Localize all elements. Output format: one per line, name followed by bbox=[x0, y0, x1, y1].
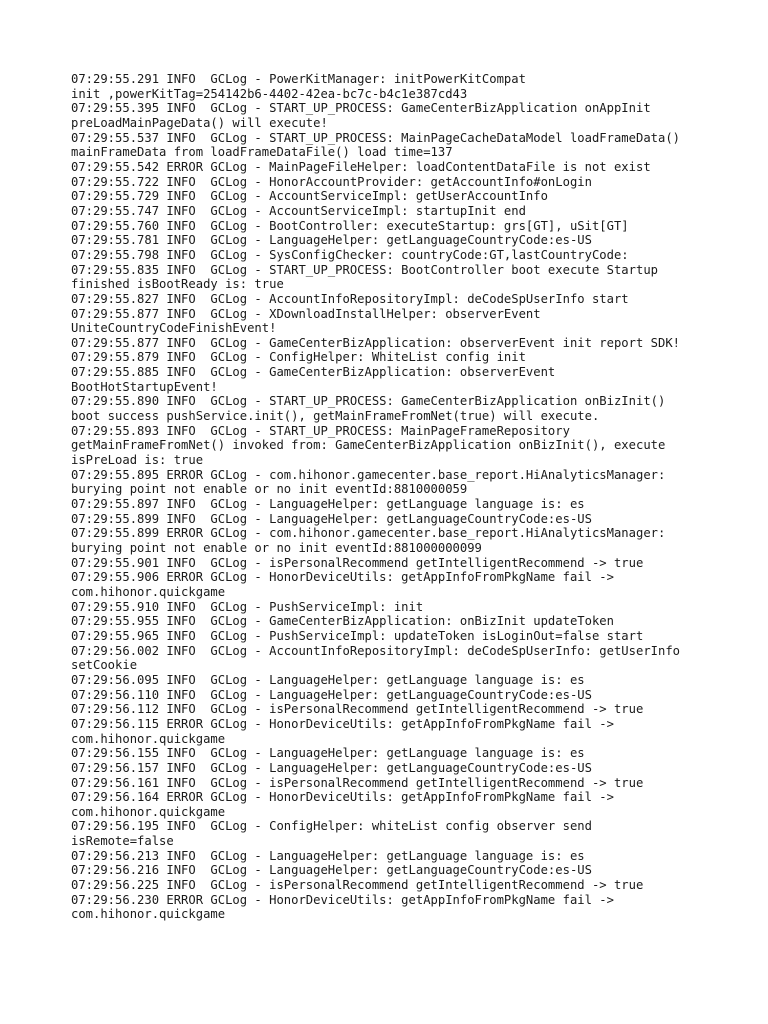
log-line: com.hihonor.quickgame bbox=[71, 804, 226, 819]
log-line: 07:29:55.760 INFO GCLog - BootController: executeStartup: grs[GT], uSit[GT] bbox=[71, 218, 629, 233]
log-line: com.hihonor.quickgame bbox=[71, 731, 226, 746]
log-line: 07:29:55.291 INFO GCLog - PowerKitManager: initPowerKitCompat bbox=[71, 72, 526, 86]
log-line: 07:29:55.781 INFO GCLog - LanguageHelper: getLanguageCountryCode:es-US bbox=[71, 233, 592, 248]
log-line: 07:29:56.216 INFO GCLog - LanguageHelper: getLanguageCountryCode:es-US bbox=[71, 863, 592, 878]
log-line: mainFrameData from loadFrameDataFile() load time=137 bbox=[71, 145, 453, 160]
log-line: 07:29:55.537 INFO GCLog - START_UP_PROCESS: MainPageCacheDataModel loadFrameData() bbox=[71, 130, 681, 145]
log-line: setCookie bbox=[71, 658, 138, 673]
log-line: 07:29:55.729 INFO GCLog - AccountServiceImpl: getUserAccountInfo bbox=[71, 189, 548, 204]
log-line: 07:29:56.213 INFO GCLog - LanguageHelper: getLanguage language is: es bbox=[71, 848, 585, 863]
log-line: 07:29:55.885 INFO GCLog - GameCenterBizApplication: observerEvent bbox=[71, 365, 556, 380]
log-line: 07:29:56.115 ERROR GCLog - HonorDeviceUtils: getAppInfoFromPkgName fail -> bbox=[71, 716, 614, 731]
log-line: 07:29:55.395 INFO GCLog - START_UP_PROCESS: GameCenterBizApplication onAppInit bbox=[71, 101, 651, 116]
log-line: 07:29:55.897 INFO GCLog - LanguageHelper: getLanguage language is: es bbox=[71, 497, 585, 512]
log-line: 07:29:55.890 INFO GCLog - START_UP_PROCESS: GameCenterBizApplication onBizInit() bbox=[71, 394, 666, 409]
log-line: 07:29:55.893 INFO GCLog - START_UP_PROCESS: MainPageFrameRepository bbox=[71, 423, 570, 438]
log-line: 07:29:55.879 INFO GCLog - ConfigHelper: WhiteList config init bbox=[71, 350, 526, 365]
log-line: 07:29:56.164 ERROR GCLog - HonorDeviceUtils: getAppInfoFromPkgName fail -> bbox=[71, 790, 614, 805]
log-line: 07:29:55.722 INFO GCLog - HonorAccountProvider: getAccountInfo#onLogin bbox=[71, 174, 592, 189]
log-line: 07:29:55.910 INFO GCLog - PushServiceImpl: init bbox=[71, 599, 424, 614]
log-line: 07:29:55.827 INFO GCLog - AccountInfoRepositoryImpl: deCodeSpUserInfo start bbox=[71, 291, 629, 306]
log-line: 07:29:56.112 INFO GCLog - isPersonalRecommend getIntelligentRecommend -> true bbox=[71, 702, 644, 717]
log-line: 07:29:56.195 INFO GCLog - ConfigHelper: whiteList config observer send bbox=[71, 819, 592, 834]
log-line: getMainFrameFromNet() invoked from: GameCenterBizApplication onBizInit(), execute bbox=[71, 438, 666, 453]
log-line: isPreLoad is: true bbox=[71, 453, 204, 468]
log-line: 07:29:55.542 ERROR GCLog - MainPageFileHelper: loadContentDataFile is not exist bbox=[71, 159, 651, 174]
log-line: isRemote=false bbox=[71, 834, 174, 849]
log-line: 07:29:56.225 INFO GCLog - isPersonalRecommend getIntelligentRecommend -> true bbox=[71, 878, 644, 893]
log-line: 07:29:55.895 ERROR GCLog - com.hihonor.gamecenter.base_report.HiAnalyticsManager: bbox=[71, 467, 666, 482]
log-line: 07:29:55.899 ERROR GCLog - com.hihonor.gamecenter.base_report.HiAnalyticsManager: bbox=[71, 526, 666, 541]
log-output bbox=[71, 72, 731, 922]
log-line: UniteCountryCodeFinishEvent! bbox=[71, 321, 277, 336]
log-line: 07:29:55.747 INFO GCLog - AccountServiceImpl: startupInit end bbox=[71, 203, 526, 218]
log-line: 07:29:56.155 INFO GCLog - LanguageHelper: getLanguage language is: es bbox=[71, 746, 585, 761]
log-line: burying point not enable or no init eventId:881000000099 bbox=[71, 541, 482, 555]
log-line: 07:29:56.095 INFO GCLog - LanguageHelper: getLanguage language is: es bbox=[71, 672, 585, 687]
log-line: preLoadMainPageData() will execute! bbox=[71, 115, 328, 130]
log-line: 07:29:56.002 INFO GCLog - AccountInfoRepositoryImpl: deCodeSpUserInfo: getUserInfo bbox=[71, 643, 681, 658]
log-line: 07:29:55.955 INFO GCLog - GameCenterBizApplication: onBizInit updateToken bbox=[71, 614, 614, 629]
log-line: 07:29:56.157 INFO GCLog - LanguageHelper: getLanguageCountryCode:es-US bbox=[71, 760, 592, 775]
log-line: 07:29:55.835 INFO GCLog - START_UP_PROCESS: BootController boot execute Startup bbox=[71, 262, 658, 277]
log-line: com.hihonor.quickgame bbox=[71, 584, 226, 599]
log-line: 07:29:56.230 ERROR GCLog - HonorDeviceUtils: getAppInfoFromPkgName fail -> bbox=[71, 892, 614, 907]
log-line: com.hihonor.quickgame bbox=[71, 907, 226, 922]
log-line: boot success pushService.init(), getMainFrameFromNet(true) will execute. bbox=[71, 409, 600, 424]
log-line: 07:29:55.906 ERROR GCLog - HonorDeviceUtils: getAppInfoFromPkgName fail -> bbox=[71, 570, 614, 585]
log-line: finished isBootReady is: true bbox=[71, 277, 284, 292]
log-line: burying point not enable or no init eventId:8810000059 bbox=[71, 482, 468, 497]
log-line: 07:29:56.110 INFO GCLog - LanguageHelper: getLanguageCountryCode:es-US bbox=[71, 687, 592, 702]
log-line: 07:29:55.965 INFO GCLog - PushServiceImpl: updateToken isLoginOut=false start bbox=[71, 628, 644, 643]
log-line: BootHotStartupEvent! bbox=[71, 379, 218, 394]
log-line: 07:29:55.899 INFO GCLog - LanguageHelper: getLanguageCountryCode:es-US bbox=[71, 511, 592, 526]
log-line: 07:29:55.798 INFO GCLog - SysConfigChecker: countryCode:GT,lastCountryCode: bbox=[71, 247, 629, 262]
log-line: 07:29:56.161 INFO GCLog - isPersonalRecommend getIntelligentRecommend -> true bbox=[71, 775, 644, 790]
log-line: 07:29:55.877 INFO GCLog - XDownloadInstallHelper: observerEvent bbox=[71, 306, 541, 321]
log-line: init ,powerKitTag=254142b6-4402-42ea-bc7c-b4c1e387cd43 bbox=[71, 86, 468, 101]
log-line: 07:29:55.901 INFO GCLog - isPersonalRecommend getIntelligentRecommend -> true bbox=[71, 555, 644, 570]
log-line: 07:29:55.877 INFO GCLog - GameCenterBizApplication: observerEvent init report SDK! bbox=[71, 335, 681, 350]
